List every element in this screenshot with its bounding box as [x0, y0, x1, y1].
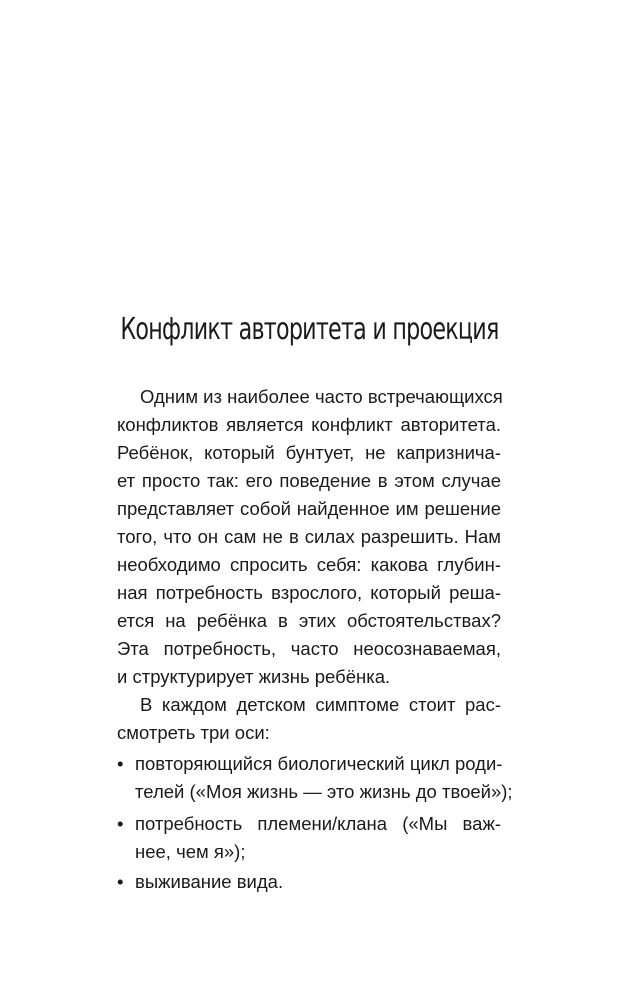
section-heading: Конфликт авторитета и проекция	[120, 312, 499, 347]
paragraph-line: того, что он сам не в силах разрешить. Нам	[117, 526, 501, 547]
bullet-line: выживание вида.	[135, 871, 284, 892]
paragraph-line: ется на ребёнка в этих обстоятельствах?	[117, 610, 501, 631]
paragraph-line: В каждом детском симптоме стоит рас-	[140, 694, 501, 715]
paragraph-line: и структурирует жизнь ребёнка.	[117, 666, 391, 687]
paragraph-line: ет просто так: его поведение в этом случае	[117, 470, 501, 491]
bullet-line: телей («Моя жизнь — это жизнь до твоей»);	[135, 781, 513, 802]
bullet-marker: •	[117, 813, 124, 834]
bullet-marker: •	[117, 753, 124, 774]
paragraph-line: Ребёнок, который бунтует, не капризнича-	[117, 442, 501, 463]
bullet-line: нее, чем я»);	[135, 841, 246, 862]
bullet-marker: •	[117, 871, 124, 892]
bullet-line: потребность племени/клана («Мы важ-	[135, 813, 501, 834]
paragraph-line: ная потребность взрослого, который реша-	[117, 582, 501, 603]
paragraph-line: Эта потребность, часто неосознаваемая,	[117, 638, 501, 659]
paragraph-line: смотреть три оси:	[117, 722, 270, 743]
paragraph-line: необходимо спросить себя: какова глубин-	[117, 554, 501, 575]
paragraph-line: представляет собой найденное им решение	[117, 498, 501, 519]
paragraph-line: Одним из наиболее часто встречающихся	[140, 386, 503, 407]
bullet-line: повторяющийся биологический цикл роди-	[135, 753, 503, 774]
paragraph-line: конфликтов является конфликт авторитета.	[117, 414, 501, 435]
